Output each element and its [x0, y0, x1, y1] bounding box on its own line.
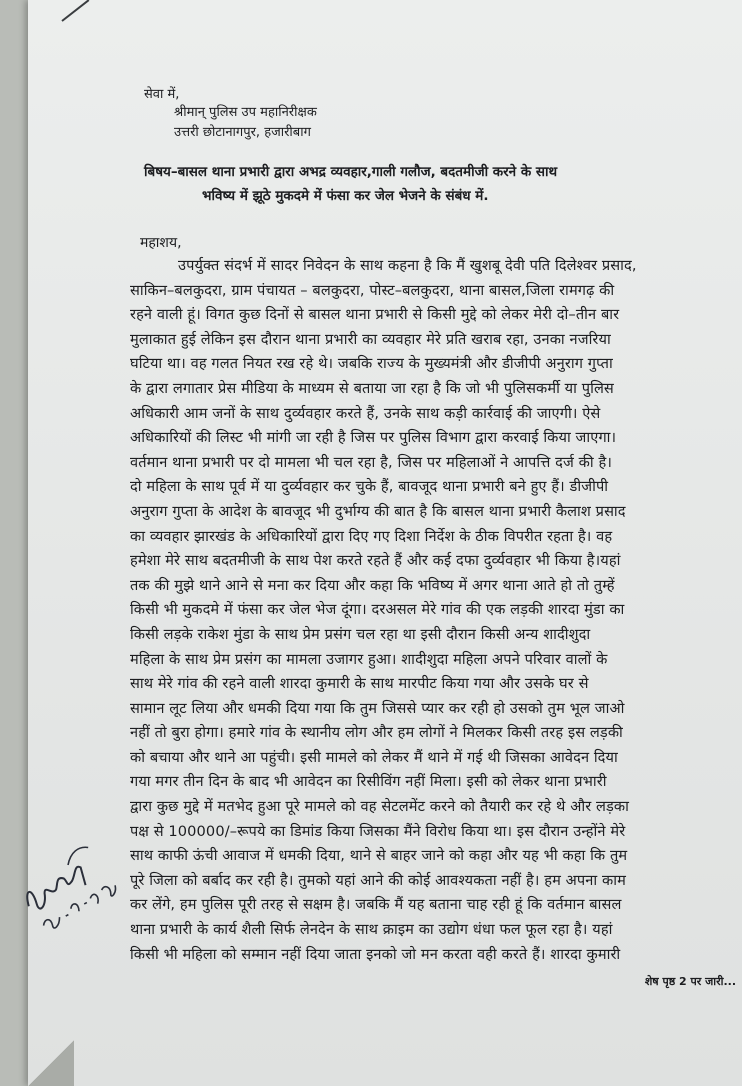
- body-line: घटिया था। वह गलत नियत रख रहे थे। जबकि राज्य के मुख्यमंत्री और डीजीपी अनुराग गुप्ता: [130, 355, 613, 373]
- body-line: अनुराग गुप्ता के आदेश के बावजूद भी दुर्भाग्य की बात है कि बासल थाना प्रभारी कैलाश प्रसाद: [130, 502, 626, 520]
- handwritten-signature: [6, 824, 141, 946]
- body-line: साकिन–बलकुदरा, ग्राम पंचायत – बलकुदरा, पोस्ट–बलकुदरा, थाना बासल,जिला रामगढ़ की: [130, 281, 615, 299]
- body-line: मुलाकात हुई लेकिन इस दौरान थाना प्रभारी का व्यवहार मेरे प्रति खराब रहा, उनका नजरिया: [130, 330, 611, 348]
- body-line: का व्यवहार झारखंड के अधिकारियों द्वारा दिए गए दिशा निर्देश के ठीक विपरीत रहता है। वह: [130, 527, 613, 545]
- recipient-address: उत्तरी छोटानागपुर, हजारीबाग: [174, 125, 311, 140]
- page-fold: [28, 1040, 74, 1086]
- body-line: को बचाया और थाने आ पहुंची। इसी मामले को लेकर मैं थाने में गई थी जिसका आवेदन दिया: [130, 748, 618, 766]
- body-line: किसी लड़के राकेश मुंडा के साथ प्रेम प्रसंग चल रहा था इसी दौरान किसी अन्य शादीशुदा: [130, 625, 591, 643]
- body-line: हमेशा मेरे साथ बदतमीजी के साथ पेश करते रहते हैं और कई दफा दुर्व्यवहार भी किया है।यहां: [130, 552, 621, 570]
- recipient-title: श्रीमान् पुलिस उप महानिरीक्षक: [174, 105, 317, 120]
- body-line: तक की मुझे थाने आने से मना कर दिया और कहा कि भविष्य में अगर थाना आते हो तो तुम्हें: [130, 576, 615, 594]
- body-line: गया मगर तीन दिन के बाद भी आवेदन का रिसीविंग नहीं मिला। इसी को लेकर थाना प्रभारी: [130, 773, 607, 791]
- continuation-note: शेष पृष्ठ 2 पर जारी...: [644, 975, 736, 988]
- letter-body: [130, 254, 742, 967]
- body-line: के द्वारा लगातार प्रेस मीडिया के माध्यम से बताया जा रहा है कि जो भी पुलिसकर्मी या पुलिस: [130, 379, 614, 397]
- body-line: पक्ष से 100000/–रूपये का डिमांड किया जिसका मैंने विरोध किया था। इस दौरान उन्होंने मेरे: [130, 822, 626, 840]
- body-line: कर लेंगे, हम पुलिस पूरी तरह से सक्षम है। जबकि मैं यह बताना चाह रही हूं कि वर्तमान बासल: [130, 896, 622, 914]
- body-line: उपर्युक्त संदर्भ में सादर निवेदन के साथ कहना है कि मैं खुशबू देवी पति दिलेश्वर प्रसाद,: [178, 257, 637, 274]
- subject: [144, 160, 724, 208]
- letter-page: [28, 0, 742, 1086]
- body-line: सामान लूट लिया और धमकी दिया गया कि तुम जिससे प्यार कर रही हो उसको तुम भूल जाओ: [130, 699, 625, 717]
- subject-line-2: भविष्य में झूठे मुकदमे में फंसा कर जेल भेजने के संबंध में.: [202, 188, 489, 204]
- body-line: पूरे जिला को बर्बाद कर रही है। तुमको यहां आने की कोई आवश्यकता नहीं है। हम अपना काम: [130, 871, 626, 889]
- to-label: सेवा में,: [144, 87, 180, 102]
- body-line: द्वारा कुछ मुद्दे में मतभेद हुआ पूरे मामले को वह सेटलमेंट करने को तैयारी कर रहे थे और लड़का: [130, 798, 630, 816]
- body-line: अधिकारियों की लिस्ट भी मांगी जा रही है जिस पर पुलिस विभाग द्वारा करवाई किया जाएगा।: [130, 429, 617, 447]
- body-line: किसी भी महिला को सम्मान नहीं दिया जाता इनको जो मन करता वही करते हैं। शारदा कुमारी: [130, 945, 621, 963]
- body-line: किसी भी मुकदमे में फंसा कर जेल भेज दूंगा। दरअसल मेरे गांव की एक लड़की शारदा मुंडा का: [130, 601, 625, 619]
- subject-line-1: बिषय–बासल थाना प्रभारी द्वारा अभद्र व्यवहार,गाली गलौज, बदतमीजी करने के साथ: [144, 164, 558, 180]
- pen-mark: [61, 0, 89, 22]
- body-line: महिला के साथ प्रेम प्रसंग का मामला उजागर हुआ। शादीशुदा महिला अपने परिवार वालों के: [130, 650, 608, 668]
- salutation: महाशय,: [140, 235, 182, 251]
- body-line: साथ मेरे गांव की रहने वाली शारदा कुमारी के साथ मारपीट किया गया और उसके घर से: [130, 675, 589, 693]
- body-line: दो महिला के साथ पूर्व में या दुर्व्यवहार कर चुके हैं, बावजूद थाना प्रभारी बने हुए हैं। डीजीपी: [130, 478, 609, 496]
- body-line: थाना प्रभारी के कार्य शैली सिर्फ लेनदेन के साथ क्राइम का उद्योग धंधा फल फूल रहा है। यहां: [130, 921, 613, 939]
- body-line: रहने वाली हूं। विगत कुछ दिनों से बासल थाना प्रभारी से किसी मुद्दे को लेकर मेरी दो–तीन बार: [130, 306, 620, 324]
- body-line: साथ काफी ऊंची आवाज में धमकी दिया, थाने से बाहर जाने को कहा और यह भी कहा कि तुम: [130, 847, 628, 865]
- body-line: नहीं तो बुरा होगा। हमारे गांव के स्थानीय लोग और हम लोगों ने मिलकर किसी तरह इस लड़की: [130, 724, 623, 742]
- body-line: वर्तमान थाना प्रभारी पर दो मामला भी चल रहा है, जिस पर महिलाओं ने आपत्ति दर्ज की है।: [130, 453, 612, 471]
- body-line: अधिकारी आम जनों के साथ दुर्व्यवहार करते हैं, उनके साथ कड़ी कार्रवाई की जाएगी। ऐसे: [130, 404, 601, 422]
